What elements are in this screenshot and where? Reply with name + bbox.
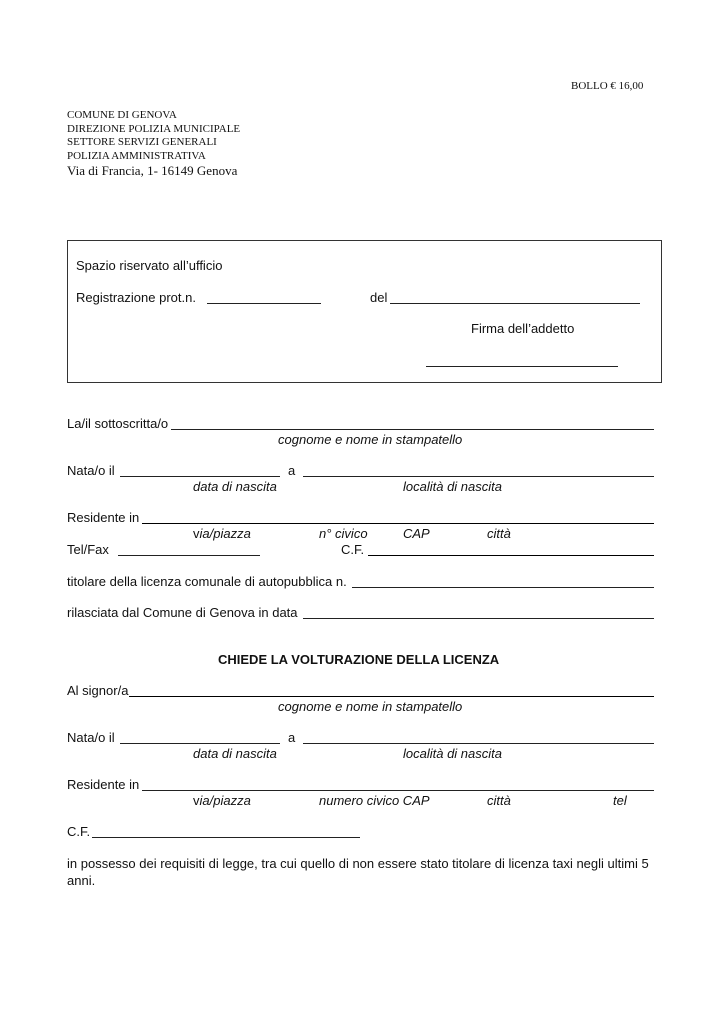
recipient-birth-place-hint: località di nascita xyxy=(403,746,502,761)
street-hint-v: v xyxy=(193,526,200,541)
license-number-label: titolare della licenza comunale di autopubblica n. xyxy=(67,574,347,589)
applicant-street-hint xyxy=(193,526,251,541)
header-address: Via di Francia, 1- 16149 Genova xyxy=(67,163,238,178)
applicant-name-field[interactable] xyxy=(171,429,654,430)
recipient-to-label: Al signor/a xyxy=(67,683,129,698)
applicant-born-a: a xyxy=(288,463,296,478)
recipient-cf-label: C.F. xyxy=(67,824,91,839)
recipient-name-hint: cognome e nome in stampatello xyxy=(278,699,463,714)
recipient-name-field[interactable] xyxy=(129,696,654,697)
header-line-municipality: COMUNE DI GENOVA xyxy=(67,109,177,121)
registration-date-field[interactable] xyxy=(390,303,640,304)
applicant-name-label: La/il sottoscritta/o xyxy=(67,416,169,431)
applicant-telfax-label: Tel/Fax xyxy=(67,542,109,557)
recipient-address-field[interactable] xyxy=(142,790,654,791)
recipient-birth-date-hint: data di nascita xyxy=(193,746,277,761)
street-hint-rest: ia/piazza xyxy=(199,526,251,541)
applicant-cf-field[interactable] xyxy=(368,555,654,556)
recipient-civic-cap-hint: numero civico CAP xyxy=(319,793,430,808)
recipient-street-hint-rest: ia/piazza xyxy=(199,793,251,808)
request-title: CHIEDE LA VOLTURAZIONE DELLA LICENZA xyxy=(218,652,500,667)
recipient-tel-hint: tel xyxy=(613,793,627,808)
recipient-birth-place-field[interactable] xyxy=(303,743,654,744)
stamp-duty-label: BOLLO € 16,00 xyxy=(571,80,644,92)
officer-signature-field[interactable] xyxy=(426,366,618,367)
applicant-birth-place-field[interactable] xyxy=(303,476,654,477)
recipient-birth-date-field[interactable] xyxy=(120,743,280,744)
recipient-born-a: a xyxy=(288,730,296,745)
recipient-street-hint-v: v xyxy=(193,793,200,808)
requirements-line-2: anni. xyxy=(67,873,96,888)
recipient-city-hint: città xyxy=(487,793,511,808)
recipient-street-hint xyxy=(193,793,251,808)
applicant-telfax-field[interactable] xyxy=(118,555,260,556)
license-issued-date-field[interactable] xyxy=(303,618,654,619)
office-box-title: Spazio riservato all’ufficio xyxy=(76,258,223,273)
applicant-born-label: Nata/o il xyxy=(67,463,115,478)
applicant-birth-date-field[interactable] xyxy=(120,476,280,477)
license-number-field[interactable] xyxy=(352,587,654,588)
applicant-cap-hint: CAP xyxy=(403,526,430,541)
registration-label: Registrazione prot.n. xyxy=(76,290,196,305)
applicant-birth-place-hint: località di nascita xyxy=(403,479,502,494)
applicant-resident-label: Residente in xyxy=(67,510,140,525)
signature-label: Firma dell’addetto xyxy=(471,321,575,336)
applicant-address-field[interactable] xyxy=(142,523,654,524)
recipient-cf-field[interactable] xyxy=(92,837,360,838)
header-line-police: POLIZIA AMMINISTRATIVA xyxy=(67,150,206,162)
header-line-directorate: DIREZIONE POLIZIA MUNICIPALE xyxy=(67,123,241,135)
registration-number-field[interactable] xyxy=(207,303,321,304)
recipient-born-label: Nata/o il xyxy=(67,730,115,745)
applicant-name-hint: cognome e nome in stampatello xyxy=(278,432,463,447)
recipient-resident-label: Residente in xyxy=(67,777,140,792)
del-label: del xyxy=(370,290,388,305)
applicant-birth-date-hint: data di nascita xyxy=(193,479,277,494)
applicant-cf-label: C.F. xyxy=(341,542,365,557)
requirements-line-1: in possesso dei requisiti di legge, tra cui quello di non essere stato titolare di licenza taxi negli ultimi 5 xyxy=(67,856,649,871)
license-issued-label: rilasciata dal Comune di Genova in data xyxy=(67,605,298,620)
applicant-city-hint: città xyxy=(487,526,511,541)
header-line-sector: SETTORE SERVIZI GENERALI xyxy=(67,136,217,148)
applicant-civic-hint: n° civico xyxy=(319,526,368,541)
